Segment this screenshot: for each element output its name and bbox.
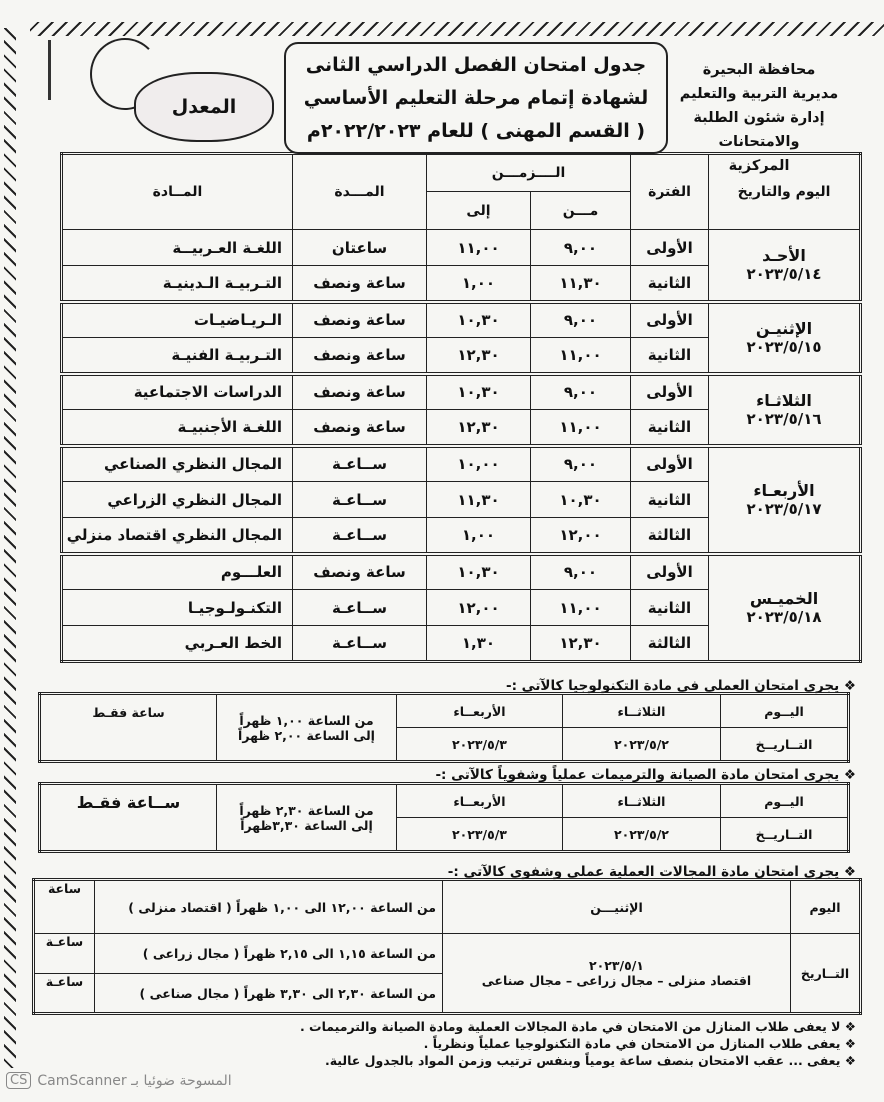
footnote: ❖ يعفى طلاب المنازل من الامتحان في مادة التكنولوجيا عملياً ونظرياً . (423, 1036, 856, 1051)
time-from: من الساعة ٢,٣٠ ظهراً (239, 802, 374, 818)
camscanner-watermark (6, 1072, 232, 1089)
duration-cell: ساعة ونصف (293, 374, 427, 410)
day-label: اليــوم (721, 694, 849, 728)
exam-date: ٢٠٢٣/٥/١٧ (746, 500, 822, 518)
subject-cell: التكنـولـوجيـا (62, 590, 293, 626)
time-from-cell: ١١,٠٠ (531, 590, 631, 626)
footnote: ❖ يعفى ... عقب الامتحان بنصف ساعة يومياً وبنفس ترتيب وزمن المواد بالجدول عالية. (324, 1053, 856, 1068)
day-cell: الأربعــاء (397, 694, 563, 728)
title-line: ( القسم المهنى ) للعام ٢٠٢٢/٢٠٢٣م (306, 120, 646, 142)
time-to-cell: ١١,٣٠ (427, 482, 531, 518)
footnotes (300, 1018, 856, 1069)
period-cell: الثانية (631, 338, 709, 374)
period-cell: الثانية (631, 410, 709, 446)
slot-time: من الساعة ٢,٣٠ الى ٣,٣٠ ظهراً ( مجال صناعى ) (95, 974, 443, 1014)
tech-practical-table (38, 692, 850, 763)
time-from-cell: ١١,٠٠ (531, 410, 631, 446)
exam-date: ٢٠٢٣/٥/١٦ (746, 410, 822, 428)
schedule-row (62, 554, 861, 590)
document-title (284, 42, 668, 154)
exam-date: ٢٠٢٣/٥/١٥ (746, 338, 822, 356)
day-date-cell (709, 554, 861, 662)
slot-duration: ساعة (34, 880, 95, 934)
practical-fields-table (32, 878, 862, 1015)
exam-schedule-table (60, 152, 862, 663)
time-to-cell: ١٠,٣٠ (427, 302, 531, 338)
time-to-cell: ١,٠٠ (427, 518, 531, 554)
date-label: التــاريخ (791, 934, 861, 1014)
day-cell: الأربعــاء (397, 784, 563, 818)
watermark-text: CamScanner المسوحة ضوئيا بـ (37, 1072, 232, 1089)
subject-cell: الخط العـربي (62, 626, 293, 662)
subject-cell: المجال النظري اقتصاد منزلي (62, 518, 293, 554)
maintenance-table (38, 782, 850, 853)
day-name: الأحـد (762, 246, 806, 266)
header-subject: المــادة (62, 154, 293, 230)
authority-line: إدارة شئون الطلبة والامتحانات (693, 110, 825, 150)
time-to-cell: ١٢,٣٠ (427, 410, 531, 446)
time-from: من الساعة ١,٠٠ ظهراً (239, 712, 374, 728)
duration: ســاعة فقـط (40, 784, 217, 852)
day-label: اليوم (791, 880, 861, 934)
duration-cell: ســاعـة (293, 518, 427, 554)
period-cell: الثانية (631, 482, 709, 518)
slot-duration: ساعـة (34, 974, 95, 1014)
subject-cell: التـربيـة الـدينيـة (62, 266, 293, 302)
header-period: الفترة (631, 154, 709, 230)
exam-date: ٢٠٢٣/٥/١٤ (746, 265, 822, 284)
duration-cell: ساعة ونصف (293, 554, 427, 590)
subject-cell: اللغـة العـربيــة (62, 230, 293, 266)
day-date-cell (709, 230, 861, 302)
day-name: الإثنيـن (755, 319, 813, 338)
time-from-cell: ٩,٠٠ (531, 230, 631, 266)
header-time: الــــزمـــن (427, 154, 631, 192)
duration-cell: ســاعـة (293, 626, 427, 662)
period-cell: الثالثة (631, 518, 709, 554)
time-to: إلى الساعة ٣,٣٠ظهراً (240, 817, 373, 833)
fields-list: اقتصاد منزلى – مجال زراعى – مجال صناعى (481, 973, 752, 988)
time-to-cell: ١٠,٣٠ (427, 554, 531, 590)
time-from-cell: ٩,٠٠ (531, 554, 631, 590)
time-from-cell: ٩,٠٠ (531, 374, 631, 410)
period-cell: الأولى (631, 554, 709, 590)
subject-cell: الـريـاضيـات (62, 302, 293, 338)
date-cell: ٢٠٢٣/٥/٣ (397, 818, 563, 852)
time-from-cell: ١٠,٣٠ (531, 482, 631, 518)
time-to-cell: ١١,٠٠ (427, 230, 531, 266)
period-cell: الأولى (631, 230, 709, 266)
practical-fields-note: ❖ يجرى امتحان مادة المجالات العملية عملى وشفوى كالآتى :- (447, 864, 856, 880)
header-from: مـــن (531, 192, 631, 230)
schedule-row (62, 302, 861, 338)
day-cell: الإثنيـــن (443, 880, 791, 934)
slot-duration: ساعـة (34, 934, 95, 974)
subject-cell: الدراسات الاجتماعية (62, 374, 293, 410)
time-to-cell: ١,٣٠ (427, 626, 531, 662)
subject-cell: العلـــوم (62, 554, 293, 590)
time-range (217, 694, 397, 762)
date: ٢٠٢٣/٥/١ (589, 958, 644, 973)
tech-practical-note: ❖ يجرى امتحان العملى فى مادة التكنولوجيا كالآتى :- (505, 678, 856, 694)
title-line: جدول امتحان الفصل الدراسي الثانى (305, 54, 647, 76)
period-cell: الأولى (631, 446, 709, 482)
subject-cell: اللغـة الأجنبيـة (62, 410, 293, 446)
camscanner-logo-icon: CS (6, 1072, 31, 1089)
subject-cell: المجال النظري الصناعي (62, 446, 293, 482)
footnote: ❖ لا يعفى طلاب المنازل من الامتحان في مادة المجالات العملية ومادة الصيانة والترميمات . (299, 1019, 856, 1034)
day-cell: الثلاثــاء (563, 694, 721, 728)
revised-badge: المعدل (134, 72, 274, 142)
time-from-cell: ٩,٠٠ (531, 302, 631, 338)
title-line: لشهادة إتمام مرحلة التعليم الأساسي (303, 87, 649, 109)
schedule-row (62, 374, 861, 410)
day-date-cell (709, 374, 861, 446)
date-cell: ٢٠٢٣/٥/٢ (563, 728, 721, 762)
duration-cell: ساعتان (293, 230, 427, 266)
day-name: الثلاثـاء (756, 391, 812, 410)
decorative-border-left (4, 28, 16, 1068)
authority-line: مديرية التربية والتعليم (679, 86, 839, 102)
header-to: إلى (427, 192, 531, 230)
time-to-cell: ١٠,٣٠ (427, 374, 531, 410)
slot-time: من الساعة ١٢,٠٠ الى ١,٠٠ ظهراً ( اقتصاد منزلى ) (95, 880, 443, 934)
date-label: التــاريــخ (721, 728, 849, 762)
time-to-cell: ١٠,٠٠ (427, 446, 531, 482)
time-range (217, 784, 397, 852)
decorative-border-top (30, 22, 884, 36)
time-from-cell: ٩,٠٠ (531, 446, 631, 482)
period-cell: الثانية (631, 266, 709, 302)
duration-cell: ساعة ونصف (293, 410, 427, 446)
period-cell: الثالثة (631, 626, 709, 662)
date-cell: ٢٠٢٣/٥/٢ (563, 818, 721, 852)
duration: ساعة فقـط (40, 694, 217, 762)
duration-cell: ســاعـة (293, 446, 427, 482)
exam-date: ٢٠٢٣/٥/١٨ (746, 608, 822, 627)
day-name: الخميـس (749, 589, 819, 609)
header-duration: المـــدة (293, 154, 427, 230)
day-label: اليــوم (721, 784, 849, 818)
day-date-cell (709, 446, 861, 554)
duration-cell: ساعة ونصف (293, 302, 427, 338)
day-date-cell (709, 302, 861, 374)
date-label: التــاريــخ (721, 818, 849, 852)
subject-cell: المجال النظري الزراعي (62, 482, 293, 518)
header-day-date: اليوم والتاريخ (709, 154, 861, 230)
schedule-row (62, 446, 861, 482)
period-cell: الأولى (631, 374, 709, 410)
duration-cell: ساعة ونصف (293, 338, 427, 374)
subject-cell: التـربيـة الفنيـة (62, 338, 293, 374)
authority-line: محافظة البحيرة (702, 62, 816, 78)
date-cell: ٢٠٢٣/٥/٣ (397, 728, 563, 762)
time-to-cell: ١٢,٠٠ (427, 590, 531, 626)
day-name: الأربعـاء (753, 481, 815, 500)
time-from-cell: ١١,٣٠ (531, 266, 631, 302)
time-to-cell: ١٢,٣٠ (427, 338, 531, 374)
duration-cell: ســاعـة (293, 482, 427, 518)
time-to-cell: ١,٠٠ (427, 266, 531, 302)
time-to: إلى الساعة ٢,٠٠ ظهراً (238, 727, 375, 743)
period-cell: الأولى (631, 302, 709, 338)
period-cell: الثانية (631, 590, 709, 626)
day-cell: الثلاثــاء (563, 784, 721, 818)
duration-cell: ساعة ونصف (293, 266, 427, 302)
schedule-row (62, 230, 861, 266)
slot-time: من الساعة ١,١٥ الى ٢,١٥ ظهراً ( مجال زراعى ) (95, 934, 443, 974)
duration-cell: ســاعـة (293, 590, 427, 626)
time-from-cell: ١٢,٣٠ (531, 626, 631, 662)
date-cell (443, 934, 791, 1014)
maintenance-note: ❖ يجرى امتحان مادة الصيانة والترميمات عملياً وشفوياً كالآتى :- (435, 767, 856, 783)
time-from-cell: ١٢,٠٠ (531, 518, 631, 554)
authority-line: المركزية (728, 158, 790, 174)
time-from-cell: ١١,٠٠ (531, 338, 631, 374)
